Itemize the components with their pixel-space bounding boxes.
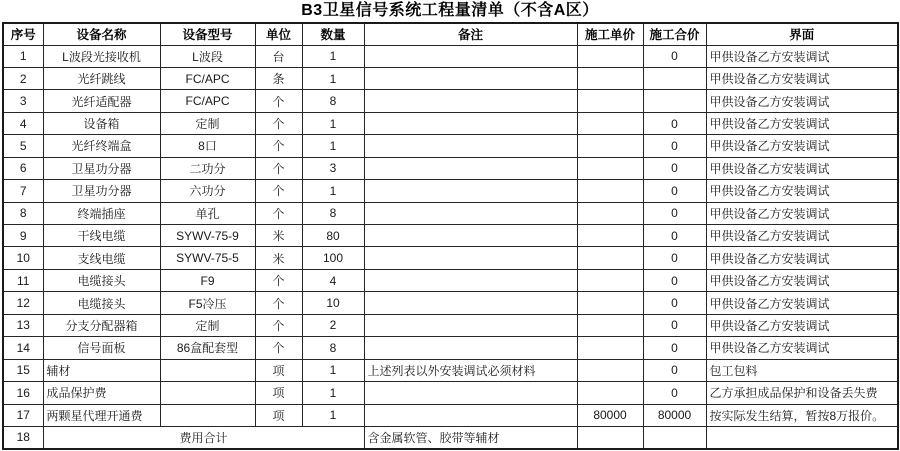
table-cell: 1 — [302, 135, 364, 157]
table-cell — [577, 45, 643, 67]
table-cell: 0 — [643, 269, 706, 291]
table-cell: 8口 — [160, 135, 255, 157]
table-cell: 甲供设备乙方安装调试 — [706, 269, 898, 291]
table-cell: 个 — [255, 157, 302, 179]
table-cell: 含金属软管、胶带等辅材 — [364, 426, 577, 449]
table-cell — [160, 359, 255, 381]
table-row — [3, 292, 898, 314]
quantity-table — [2, 22, 899, 450]
table-row — [3, 314, 898, 336]
table-cell: 米 — [255, 247, 302, 269]
table-cell: 甲供设备乙方安装调试 — [706, 292, 898, 314]
table-cell — [364, 90, 577, 112]
table-cell: 两颗星代理开通费 — [43, 404, 160, 426]
table-cell — [577, 359, 643, 381]
table-cell: 1 — [302, 404, 364, 426]
column-header: 施工合价 — [643, 23, 706, 45]
table-cell: 乙方承担成品保护和设备丢失费 — [706, 382, 898, 404]
table-cell: 1 — [302, 180, 364, 202]
table-cell: 2 — [3, 67, 43, 89]
table-cell: 甲供设备乙方安装调试 — [706, 314, 898, 336]
table-cell: 8 — [302, 337, 364, 359]
table-cell: 终端插座 — [43, 202, 160, 224]
table-cell — [577, 247, 643, 269]
table-cell: 0 — [643, 202, 706, 224]
table-cell: 卫星功分器 — [43, 157, 160, 179]
table-cell: F9 — [160, 269, 255, 291]
table-cell: SYWV-75-5 — [160, 247, 255, 269]
table-cell: 个 — [255, 180, 302, 202]
table-cell: 1 — [3, 45, 43, 67]
table-cell: 甲供设备乙方安装调试 — [706, 180, 898, 202]
table-cell: 15 — [3, 359, 43, 381]
column-header: 施工单价 — [577, 23, 643, 45]
table-cell: 3 — [302, 157, 364, 179]
table-row — [3, 404, 898, 426]
table-cell: 定制 — [160, 314, 255, 336]
table-cell: 86盒配套型 — [160, 337, 255, 359]
table-cell: 二功分 — [160, 157, 255, 179]
table-cell: 14 — [3, 337, 43, 359]
table-cell: 4 — [3, 112, 43, 134]
table-cell: 光纤跳线 — [43, 67, 160, 89]
column-header: 设备名称 — [43, 23, 160, 45]
table-row — [3, 157, 898, 179]
table-cell: 信号面板 — [43, 337, 160, 359]
table-cell: 甲供设备乙方安装调试 — [706, 67, 898, 89]
table-cell: 甲供设备乙方安装调试 — [706, 247, 898, 269]
table-cell: 0 — [643, 359, 706, 381]
table-cell — [577, 180, 643, 202]
table-cell: F5冷压 — [160, 292, 255, 314]
table-cell: 费用合计 — [43, 426, 364, 449]
table-cell: 7 — [3, 180, 43, 202]
table-cell: 11 — [3, 269, 43, 291]
table-cell — [577, 202, 643, 224]
column-header: 序号 — [3, 23, 43, 45]
table-cell: 个 — [255, 292, 302, 314]
table-cell — [577, 67, 643, 89]
table-cell: 项 — [255, 404, 302, 426]
table-cell: 个 — [255, 337, 302, 359]
table-cell: SYWV-75-9 — [160, 225, 255, 247]
table-cell — [364, 45, 577, 67]
table-cell — [643, 90, 706, 112]
table-cell — [364, 404, 577, 426]
table-cell: 80000 — [643, 404, 706, 426]
table-cell — [577, 382, 643, 404]
table-cell: 0 — [643, 45, 706, 67]
table-cell: 甲供设备乙方安装调试 — [706, 225, 898, 247]
table-cell: 成品保护费 — [43, 382, 160, 404]
table-cell: 甲供设备乙方安装调试 — [706, 112, 898, 134]
table-row — [3, 180, 898, 202]
table-cell: 1 — [302, 45, 364, 67]
table-cell — [643, 426, 706, 449]
table-cell: 1 — [302, 112, 364, 134]
table-cell — [364, 269, 577, 291]
table-cell — [577, 269, 643, 291]
table-row — [3, 135, 898, 157]
table-cell — [706, 426, 898, 449]
table-body — [3, 45, 898, 449]
table-cell: 10 — [3, 247, 43, 269]
table-row — [3, 426, 898, 449]
table-cell — [364, 67, 577, 89]
table-cell: 9 — [3, 225, 43, 247]
table-row — [3, 247, 898, 269]
table-cell: 17 — [3, 404, 43, 426]
table-cell — [577, 157, 643, 179]
column-header: 数量 — [302, 23, 364, 45]
table-row — [3, 359, 898, 381]
header-row — [3, 23, 898, 45]
table-cell: 辅材 — [43, 359, 160, 381]
table-cell — [577, 426, 643, 449]
column-header: 备注 — [364, 23, 577, 45]
table-cell: 0 — [643, 247, 706, 269]
table-cell — [160, 404, 255, 426]
page-title: B3卫星信号系统工程量清单（不含A区） — [301, 2, 599, 19]
table-cell: 3 — [3, 90, 43, 112]
table-cell — [364, 202, 577, 224]
table-cell: 0 — [643, 180, 706, 202]
table-cell: 支线电缆 — [43, 247, 160, 269]
table-cell — [577, 292, 643, 314]
table-row — [3, 202, 898, 224]
table-cell: 包工包料 — [706, 359, 898, 381]
table-cell: 6 — [3, 157, 43, 179]
table-cell: 单孔 — [160, 202, 255, 224]
table-cell — [577, 225, 643, 247]
table-cell — [160, 382, 255, 404]
table-cell — [577, 135, 643, 157]
table-cell — [364, 112, 577, 134]
table-cell: 设备箱 — [43, 112, 160, 134]
table-cell: L波段 — [160, 45, 255, 67]
table-cell: 80 — [302, 225, 364, 247]
column-header: 设备型号 — [160, 23, 255, 45]
table-cell: 12 — [3, 292, 43, 314]
table-cell: 光纤终端盒 — [43, 135, 160, 157]
table-row — [3, 90, 898, 112]
table-cell: 甲供设备乙方安装调试 — [706, 90, 898, 112]
table-cell — [364, 337, 577, 359]
table-cell: 8 — [302, 90, 364, 112]
table-cell: 干线电缆 — [43, 225, 160, 247]
table-cell: 甲供设备乙方安装调试 — [706, 157, 898, 179]
column-header: 界面 — [706, 23, 898, 45]
table-cell: 8 — [3, 202, 43, 224]
table-cell: 0 — [643, 382, 706, 404]
table-cell: 甲供设备乙方安装调试 — [706, 202, 898, 224]
table-cell: 1 — [302, 359, 364, 381]
table-cell: 定制 — [160, 112, 255, 134]
table-cell: 80000 — [577, 404, 643, 426]
table-cell: 13 — [3, 314, 43, 336]
table-cell — [364, 180, 577, 202]
table-cell: 0 — [643, 157, 706, 179]
table-cell — [577, 337, 643, 359]
table-cell: 台 — [255, 45, 302, 67]
table-row — [3, 337, 898, 359]
table-cell: FC/APC — [160, 67, 255, 89]
table-cell — [364, 157, 577, 179]
table-cell: 条 — [255, 67, 302, 89]
table-cell: 1 — [302, 382, 364, 404]
table-cell: 项 — [255, 382, 302, 404]
table-cell: 0 — [643, 292, 706, 314]
table-cell: 项 — [255, 359, 302, 381]
table-cell — [364, 314, 577, 336]
table-cell: 六功分 — [160, 180, 255, 202]
table-cell: 0 — [643, 314, 706, 336]
table-cell — [364, 225, 577, 247]
table-cell: 甲供设备乙方安装调试 — [706, 135, 898, 157]
table-cell: 4 — [302, 269, 364, 291]
table-cell: 米 — [255, 225, 302, 247]
table-cell — [364, 247, 577, 269]
table-cell: 0 — [643, 112, 706, 134]
table-row — [3, 67, 898, 89]
table-cell: 甲供设备乙方安装调试 — [706, 45, 898, 67]
table-row — [3, 112, 898, 134]
table-cell: 18 — [3, 426, 43, 449]
table-cell: 电缆接头 — [43, 269, 160, 291]
table-cell: 按实际发生结算，暂按8万报价。 — [706, 404, 898, 426]
table-cell: 上述列表以外安装调试必须材料 — [364, 359, 577, 381]
table-cell — [577, 90, 643, 112]
table-cell: 个 — [255, 112, 302, 134]
table-cell: 个 — [255, 202, 302, 224]
table-cell — [643, 67, 706, 89]
table-row — [3, 269, 898, 291]
table-cell: 0 — [643, 337, 706, 359]
table-cell: 10 — [302, 292, 364, 314]
table-cell — [577, 314, 643, 336]
table-cell: 5 — [3, 135, 43, 157]
table-cell: 1 — [302, 67, 364, 89]
table-cell: L波段光接收机 — [43, 45, 160, 67]
table-cell: 2 — [302, 314, 364, 336]
table-cell: 个 — [255, 135, 302, 157]
table-row — [3, 225, 898, 247]
table-cell — [577, 112, 643, 134]
table-cell: 甲供设备乙方安装调试 — [706, 337, 898, 359]
table-header — [3, 23, 898, 45]
table-cell: 个 — [255, 90, 302, 112]
table-cell — [364, 382, 577, 404]
table-cell: 分支分配器箱 — [43, 314, 160, 336]
table-cell — [364, 292, 577, 314]
table-cell: 光纤适配器 — [43, 90, 160, 112]
table-cell: 个 — [255, 314, 302, 336]
table-cell — [364, 135, 577, 157]
table-cell: 8 — [302, 202, 364, 224]
table-row — [3, 45, 898, 67]
table-row — [3, 382, 898, 404]
table-cell: 个 — [255, 269, 302, 291]
column-header: 单位 — [255, 23, 302, 45]
table-cell: 0 — [643, 135, 706, 157]
table-cell: 100 — [302, 247, 364, 269]
table-cell: 0 — [643, 225, 706, 247]
table-cell: 电缆接头 — [43, 292, 160, 314]
table-cell: 卫星功分器 — [43, 180, 160, 202]
table-cell: 16 — [3, 382, 43, 404]
table-cell: FC/APC — [160, 90, 255, 112]
